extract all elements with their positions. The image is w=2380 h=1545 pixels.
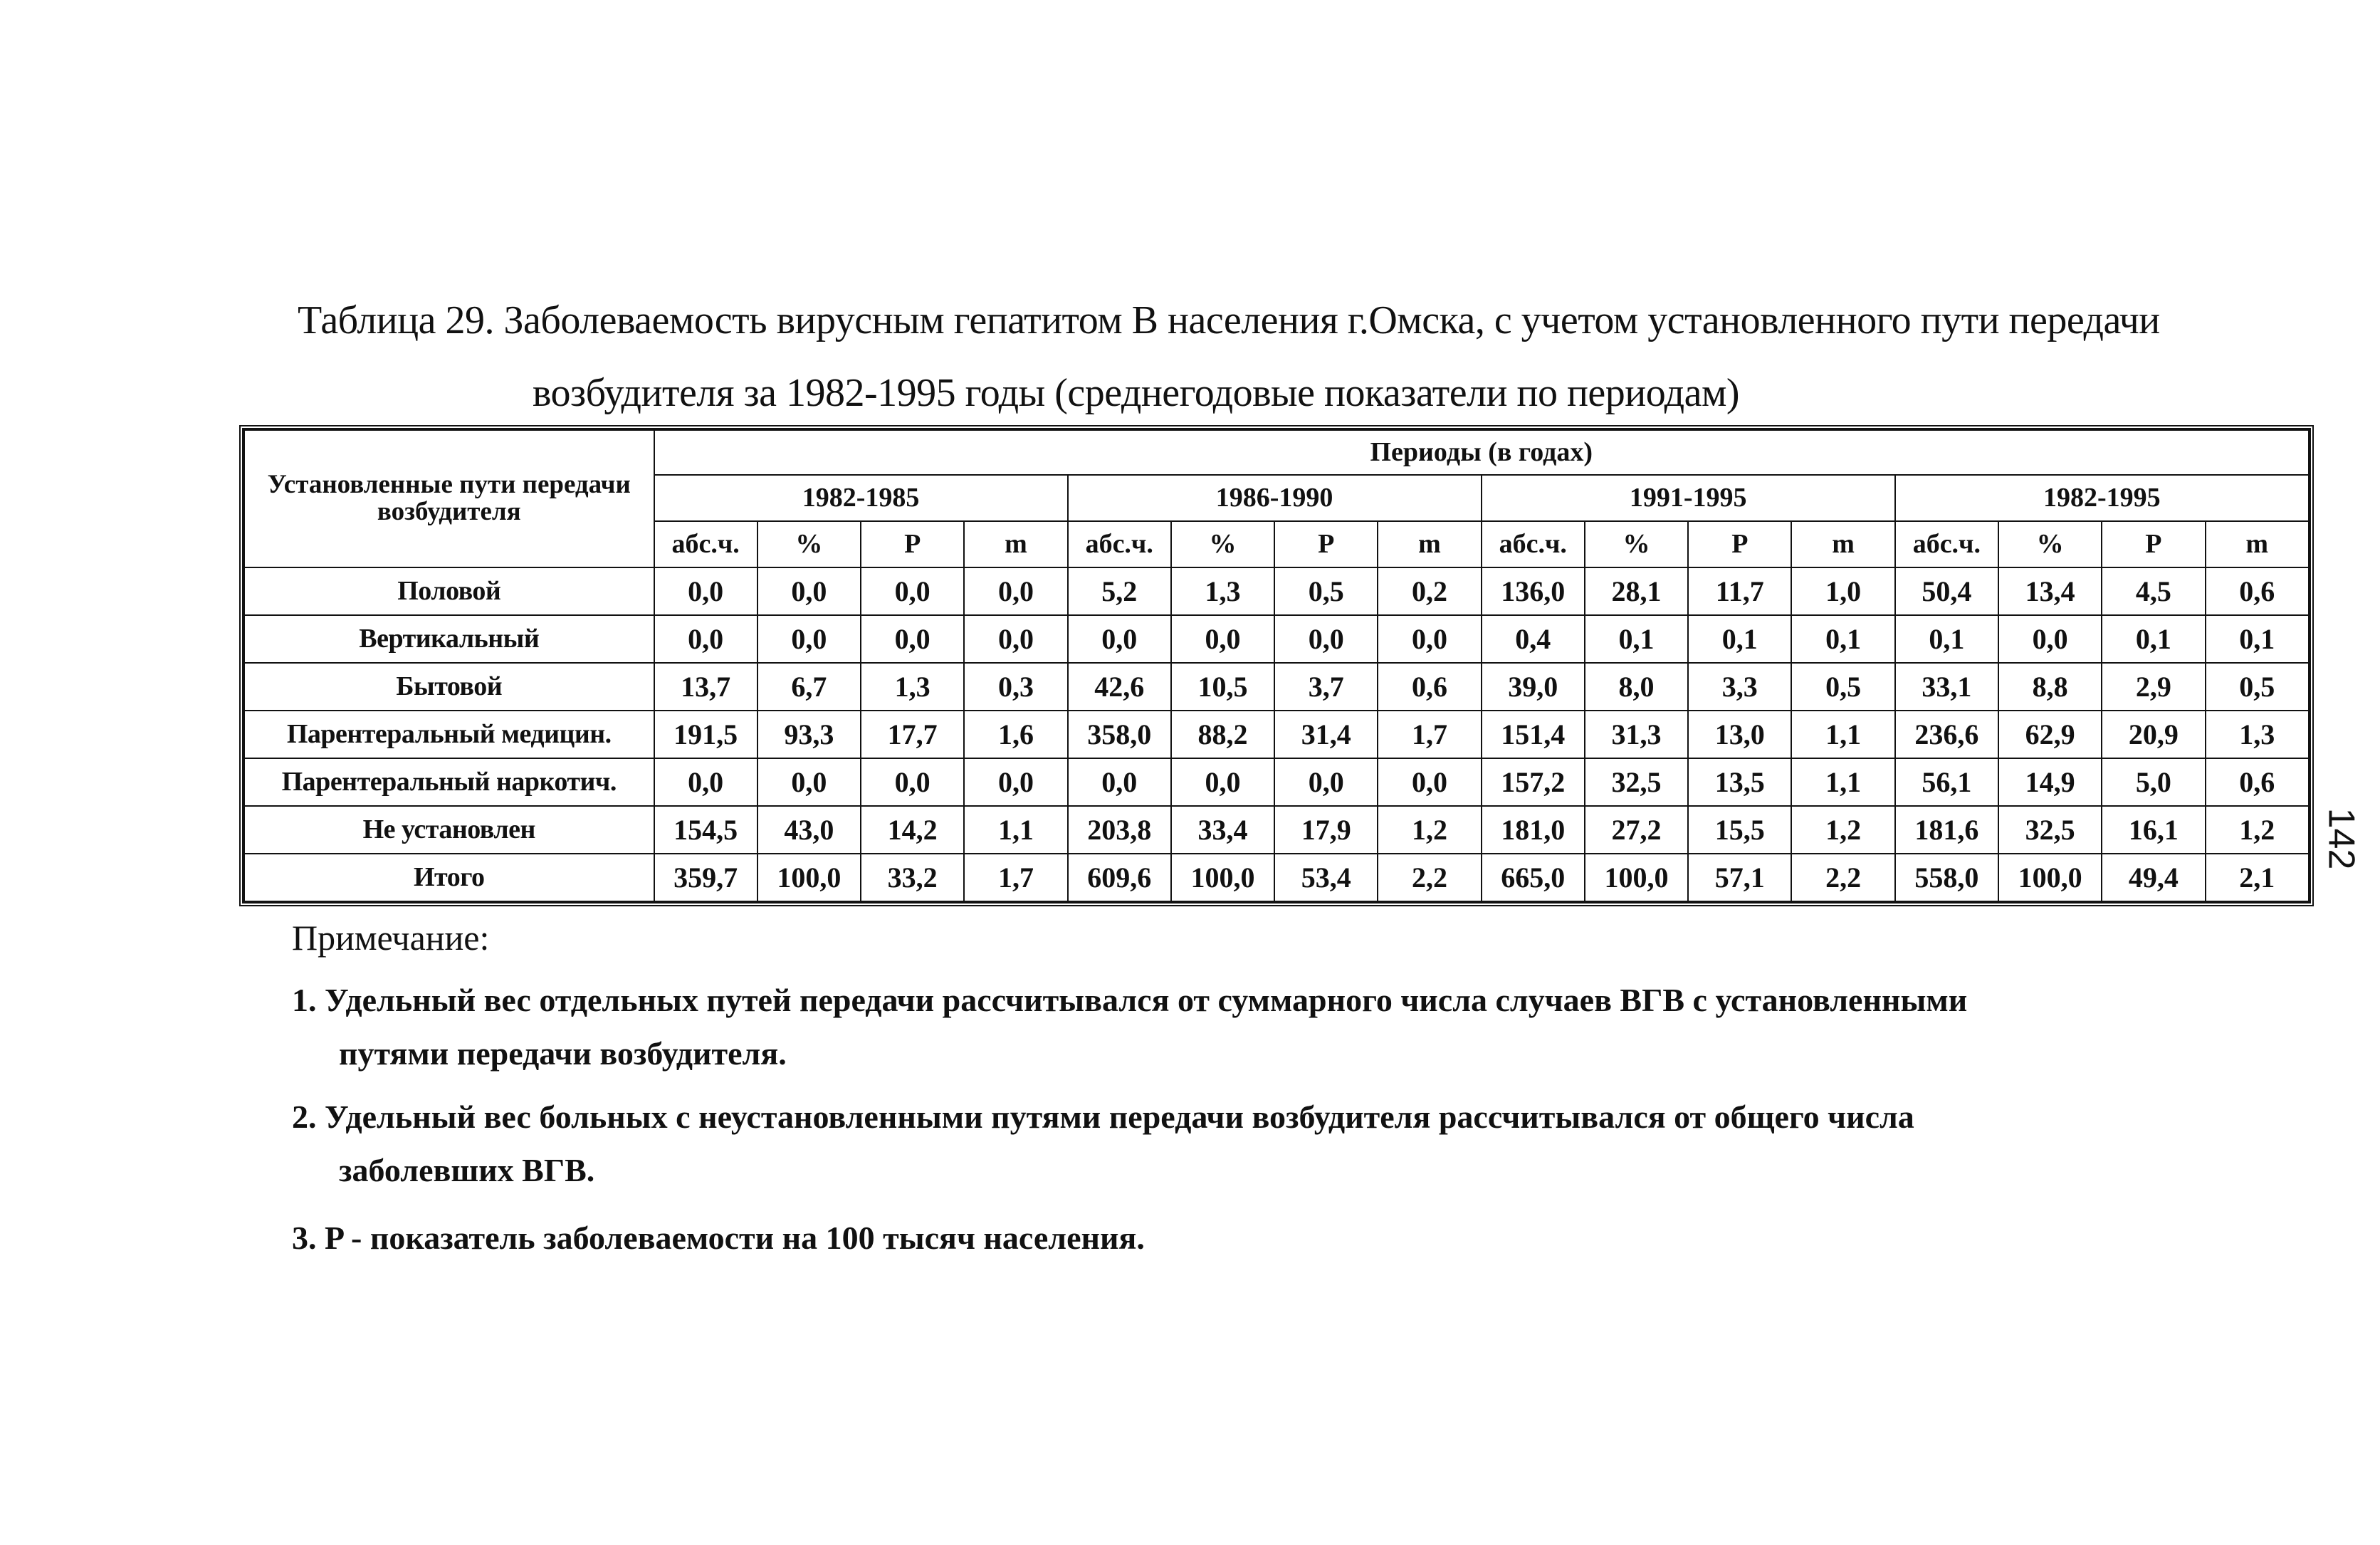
table-cell: 136,0 bbox=[1482, 567, 1585, 615]
measure-header: абс.ч. bbox=[654, 521, 757, 567]
note-item-1 bbox=[292, 981, 1967, 1072]
table-cell: 1,3 bbox=[2206, 711, 2310, 758]
table-row bbox=[244, 758, 2309, 806]
note-number: 3. bbox=[292, 1220, 317, 1256]
table-cell: 0,0 bbox=[757, 758, 861, 806]
table-cell: 88,2 bbox=[1171, 711, 1274, 758]
table-row bbox=[244, 615, 2309, 663]
table-cell: 5,0 bbox=[2102, 758, 2205, 806]
table-cell: 42,6 bbox=[1068, 663, 1171, 711]
table-cell: 558,0 bbox=[1895, 854, 1998, 901]
table-cell: 2,2 bbox=[1378, 854, 1481, 901]
table-cell: 0,0 bbox=[1068, 758, 1171, 806]
row-label: Парентеральный медицин. bbox=[244, 711, 654, 758]
table-cell: 358,0 bbox=[1068, 711, 1171, 758]
periods-header: Периоды (в годах) bbox=[654, 430, 2309, 475]
table-cell: 1,2 bbox=[1378, 806, 1481, 854]
table-cell: 14,2 bbox=[861, 806, 964, 854]
notes-title: Примечание: bbox=[292, 918, 490, 958]
table-caption-line-2: возбудителя за 1982-1995 годы (среднегодовые показатели по периодам) bbox=[533, 371, 1740, 415]
table-cell: 3,7 bbox=[1274, 663, 1378, 711]
table-cell: 203,8 bbox=[1068, 806, 1171, 854]
table-cell: 0,5 bbox=[1274, 567, 1378, 615]
row-label: Половой bbox=[244, 567, 654, 615]
table-cell: 0,6 bbox=[1378, 663, 1481, 711]
incidence-table-frame bbox=[239, 425, 2314, 906]
table-cell: 236,6 bbox=[1895, 711, 1998, 758]
table-cell: 17,7 bbox=[861, 711, 964, 758]
table-cell: 16,1 bbox=[2102, 806, 2205, 854]
table-cell: 11,7 bbox=[1688, 567, 1791, 615]
table-cell: 0,4 bbox=[1482, 615, 1585, 663]
row-label: Вертикальный bbox=[244, 615, 654, 663]
table-cell: 14,9 bbox=[1998, 758, 2102, 806]
table-cell: 15,5 bbox=[1688, 806, 1791, 854]
table-cell: 13,5 bbox=[1688, 758, 1791, 806]
table-cell: 50,4 bbox=[1895, 567, 1998, 615]
period-header: 1991-1995 bbox=[1482, 475, 1895, 521]
note-item-2 bbox=[292, 1098, 1914, 1189]
table-caption-line-1: Таблица 29. Заболеваемость вирусным гепатитом В населения г.Омска, с учетом установленного пути передачи bbox=[298, 298, 2160, 342]
row-label: Не установлен bbox=[244, 806, 654, 854]
table-cell: 0,0 bbox=[861, 758, 964, 806]
table-cell: 0,0 bbox=[964, 567, 1067, 615]
table-cell: 609,6 bbox=[1068, 854, 1171, 901]
table-cell: 0,0 bbox=[1378, 615, 1481, 663]
table-cell: 33,4 bbox=[1171, 806, 1274, 854]
table-cell: 31,4 bbox=[1274, 711, 1378, 758]
measure-header: m bbox=[964, 521, 1067, 567]
measure-header: % bbox=[757, 521, 861, 567]
table-cell: 1,1 bbox=[1791, 711, 1894, 758]
table-cell: 0,0 bbox=[1171, 615, 1274, 663]
table-cell: 181,6 bbox=[1895, 806, 1998, 854]
table-cell: 1,7 bbox=[964, 854, 1067, 901]
table-cell: 33,2 bbox=[861, 854, 964, 901]
table-cell: 0,3 bbox=[964, 663, 1067, 711]
note-text: P - показатель заболеваемости на 100 тысяч населения. bbox=[325, 1220, 1145, 1256]
table-cell: 13,0 bbox=[1688, 711, 1791, 758]
table-cell: 0,0 bbox=[1274, 758, 1378, 806]
table-row bbox=[244, 806, 2309, 854]
table-cell: 1,1 bbox=[964, 806, 1067, 854]
table-cell: 56,1 bbox=[1895, 758, 1998, 806]
table-cell: 8,8 bbox=[1998, 663, 2102, 711]
table-cell: 20,9 bbox=[2102, 711, 2205, 758]
table-cell: 0,1 bbox=[1688, 615, 1791, 663]
table-cell: 1,0 bbox=[1791, 567, 1894, 615]
note-number: 1. bbox=[292, 982, 317, 1018]
table-cell: 154,5 bbox=[654, 806, 757, 854]
table-cell: 0,0 bbox=[1998, 615, 2102, 663]
measure-header: абс.ч. bbox=[1068, 521, 1171, 567]
table-cell: 57,1 bbox=[1688, 854, 1791, 901]
table-cell: 93,3 bbox=[757, 711, 861, 758]
table-cell: 1,1 bbox=[1791, 758, 1894, 806]
table-cell: 5,2 bbox=[1068, 567, 1171, 615]
table-row bbox=[244, 663, 2309, 711]
row-label: Бытовой bbox=[244, 663, 654, 711]
table-cell: 13,7 bbox=[654, 663, 757, 711]
table-cell: 100,0 bbox=[1585, 854, 1688, 901]
table-cell: 0,2 bbox=[1378, 567, 1481, 615]
table-cell: 0,0 bbox=[1171, 758, 1274, 806]
note-item-3 bbox=[292, 1219, 1145, 1257]
table-cell: 33,1 bbox=[1895, 663, 1998, 711]
table-cell: 100,0 bbox=[1171, 854, 1274, 901]
measure-header: % bbox=[1585, 521, 1688, 567]
table-cell: 2,1 bbox=[2206, 854, 2310, 901]
measure-header: абс.ч. bbox=[1895, 521, 1998, 567]
measure-header: P bbox=[861, 521, 964, 567]
table-cell: 8,0 bbox=[1585, 663, 1688, 711]
table-cell: 0,0 bbox=[1378, 758, 1481, 806]
corner-header: Установленные пути передачи возбудителя bbox=[244, 430, 654, 567]
table-cell: 0,0 bbox=[654, 758, 757, 806]
table-cell: 100,0 bbox=[757, 854, 861, 901]
table-cell: 1,2 bbox=[2206, 806, 2310, 854]
table-cell: 0,1 bbox=[2206, 615, 2310, 663]
note-number: 2. bbox=[292, 1099, 317, 1135]
table-cell: 0,6 bbox=[2206, 758, 2310, 806]
row-label: Парентеральный наркотич. bbox=[244, 758, 654, 806]
table-cell: 13,4 bbox=[1998, 567, 2102, 615]
table-cell: 28,1 bbox=[1585, 567, 1688, 615]
measure-header: P bbox=[1688, 521, 1791, 567]
table-cell: 32,5 bbox=[1585, 758, 1688, 806]
table-cell: 0,0 bbox=[654, 615, 757, 663]
table-cell: 39,0 bbox=[1482, 663, 1585, 711]
table-cell: 359,7 bbox=[654, 854, 757, 901]
table-cell: 3,3 bbox=[1688, 663, 1791, 711]
note-text-continuation: заболевших ВГВ. bbox=[339, 1152, 595, 1188]
measure-header: P bbox=[1274, 521, 1378, 567]
table-cell: 0,0 bbox=[861, 615, 964, 663]
table-cell: 49,4 bbox=[2102, 854, 2205, 901]
table-cell: 0,0 bbox=[757, 567, 861, 615]
period-header: 1982-1985 bbox=[654, 475, 1068, 521]
table-cell: 0,0 bbox=[964, 615, 1067, 663]
table-cell: 0,5 bbox=[1791, 663, 1894, 711]
table-cell: 151,4 bbox=[1482, 711, 1585, 758]
table-cell: 0,0 bbox=[861, 567, 964, 615]
table-cell: 43,0 bbox=[757, 806, 861, 854]
table-cell: 4,5 bbox=[2102, 567, 2205, 615]
table-cell: 100,0 bbox=[1998, 854, 2102, 901]
measure-header: m bbox=[1378, 521, 1481, 567]
table-cell: 6,7 bbox=[757, 663, 861, 711]
measure-header: m bbox=[1791, 521, 1894, 567]
measure-header: % bbox=[1171, 521, 1274, 567]
table-cell: 2,2 bbox=[1791, 854, 1894, 901]
row-label: Итого bbox=[244, 854, 654, 901]
table-row bbox=[244, 567, 2309, 615]
table-cell: 191,5 bbox=[654, 711, 757, 758]
table-cell: 0,0 bbox=[1068, 615, 1171, 663]
table-cell: 62,9 bbox=[1998, 711, 2102, 758]
table-cell: 0,1 bbox=[1895, 615, 1998, 663]
table-cell: 32,5 bbox=[1998, 806, 2102, 854]
note-text-continuation: путями передачи возбудителя. bbox=[339, 1035, 787, 1072]
table-cell: 665,0 bbox=[1482, 854, 1585, 901]
table-row bbox=[244, 854, 2309, 901]
table-row bbox=[244, 711, 2309, 758]
measure-header: % bbox=[1998, 521, 2102, 567]
table-cell: 157,2 bbox=[1482, 758, 1585, 806]
table-cell: 0,6 bbox=[2206, 567, 2310, 615]
header-row-periods bbox=[244, 430, 2309, 475]
table-cell: 1,3 bbox=[861, 663, 964, 711]
measure-header: абс.ч. bbox=[1482, 521, 1585, 567]
table-cell: 0,5 bbox=[2206, 663, 2310, 711]
table-cell: 1,3 bbox=[1171, 567, 1274, 615]
table-cell: 1,2 bbox=[1791, 806, 1894, 854]
table-cell: 0,1 bbox=[1585, 615, 1688, 663]
table-cell: 0,0 bbox=[757, 615, 861, 663]
table-cell: 1,7 bbox=[1378, 711, 1481, 758]
table-cell: 0,1 bbox=[2102, 615, 2205, 663]
table-cell: 2,9 bbox=[2102, 663, 2205, 711]
period-header: 1986-1990 bbox=[1068, 475, 1482, 521]
table-cell: 27,2 bbox=[1585, 806, 1688, 854]
measure-header: P bbox=[2102, 521, 2205, 567]
table-cell: 0,0 bbox=[964, 758, 1067, 806]
note-text: Удельный вес больных с неустановленными путями передачи возбудителя рассчитывался от общего числа bbox=[325, 1099, 1914, 1135]
table-cell: 53,4 bbox=[1274, 854, 1378, 901]
note-text: Удельный вес отдельных путей передачи рассчитывался от суммарного числа случаев ВГВ с установленными bbox=[325, 982, 1968, 1018]
table-cell: 0,1 bbox=[1791, 615, 1894, 663]
period-header: 1982-1995 bbox=[1895, 475, 2309, 521]
table-cell: 0,0 bbox=[654, 567, 757, 615]
page-number: 142 bbox=[2320, 807, 2362, 870]
measure-header: m bbox=[2206, 521, 2310, 567]
table-cell: 17,9 bbox=[1274, 806, 1378, 854]
table-cell: 10,5 bbox=[1171, 663, 1274, 711]
incidence-table bbox=[243, 429, 2310, 902]
table-cell: 31,3 bbox=[1585, 711, 1688, 758]
table-cell: 0,0 bbox=[1274, 615, 1378, 663]
table-cell: 1,6 bbox=[964, 711, 1067, 758]
table-cell: 181,0 bbox=[1482, 806, 1585, 854]
